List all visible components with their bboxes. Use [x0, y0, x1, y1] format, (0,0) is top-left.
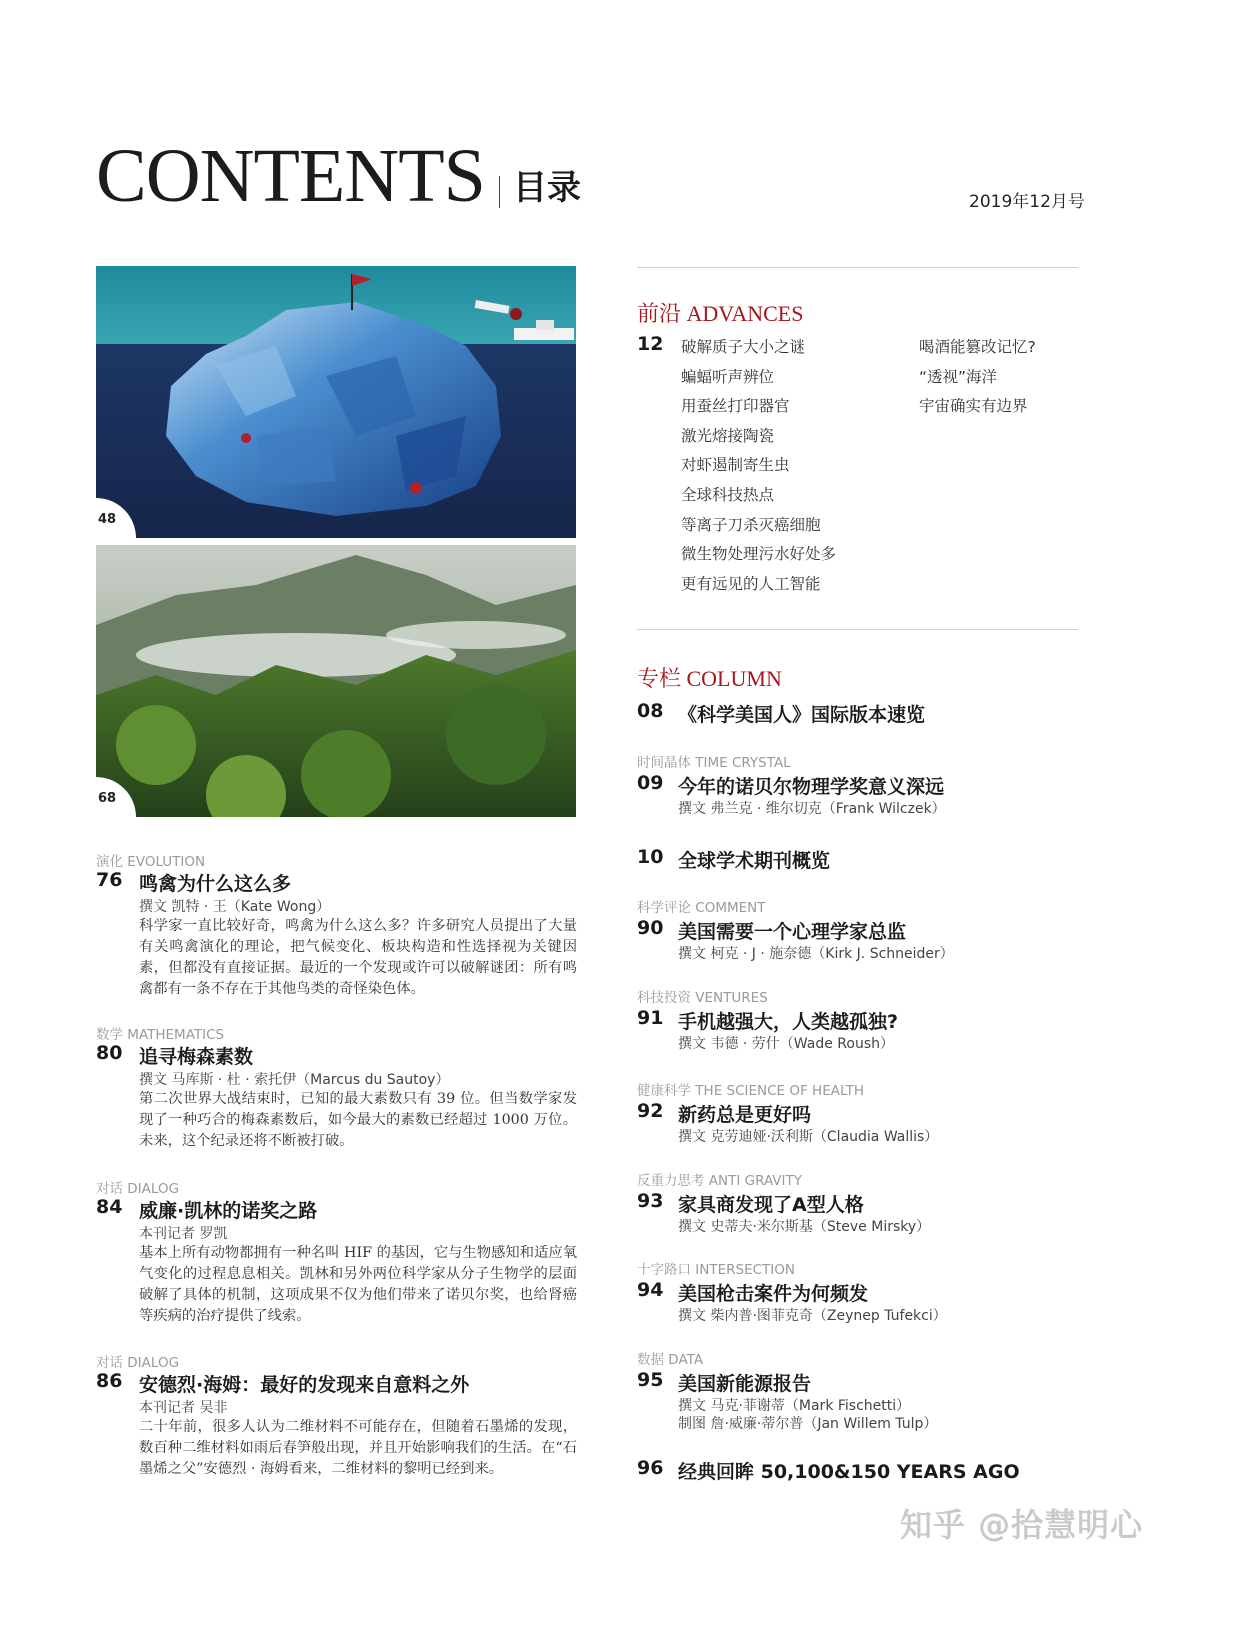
column-byline: 撰文 韦德 · 劳什（Wade Roush）: [678, 1036, 894, 1052]
column-byline: 制图 詹·威廉·蒂尔普（Jan Willem Tulp）: [678, 1416, 938, 1432]
column-category: 时间晶体 TIME CRYSTAL: [637, 755, 791, 771]
article-category: 对话 DIALOG: [96, 1181, 180, 1197]
column-title: 今年的诺贝尔物理学奖意义深远: [678, 776, 945, 798]
article-category: 对话 DIALOG: [96, 1355, 180, 1371]
column-title: 全球学术期刊概览: [678, 850, 831, 872]
column-title: 手机越强大，人类越孤独?: [678, 1011, 899, 1033]
column-page-number: 92: [637, 1100, 664, 1122]
iceberg-graphic: [96, 266, 576, 538]
advances-item: 宇宙确实有边界: [919, 397, 1028, 416]
article-summary: 第二次世界大战结束时，已知的最大素数只有 39 位。但当数学家发现了一种巧合的梅森素数后，如今最大的素数已经超过 1000 万位。未来，这个纪录还将不断被打破。: [139, 1091, 577, 1149]
column-category: 科学评论 COMMENT: [637, 900, 766, 916]
column-page-number: 95: [637, 1369, 664, 1391]
column-category: 健康科学 THE SCIENCE OF HEALTH: [637, 1083, 865, 1099]
column-heading: 专栏 COLUMN: [637, 666, 782, 691]
column-title: 经典回眸 50,100&150 YEARS AGO: [678, 1461, 1020, 1483]
column-page-number: 09: [637, 772, 664, 794]
article-category: 演化 EVOLUTION: [96, 854, 206, 870]
article-page-number: 86: [96, 1370, 123, 1392]
column-page-number: 96: [637, 1457, 664, 1479]
article-page-number: 76: [96, 869, 123, 891]
advances-item: 全球科技热点: [681, 486, 775, 504]
divider: [637, 629, 1078, 630]
article-title: 追寻梅森素数: [139, 1046, 254, 1068]
advances-item: 对虾遏制寄生虫: [681, 456, 790, 475]
column-category: 科技投资 VENTURES: [637, 990, 768, 1006]
contents-title: CONTENTS: [96, 134, 485, 218]
column-byline: 撰文 克劳迪娅·沃利斯（Claudia Wallis）: [678, 1129, 939, 1145]
column-page-number: 94: [637, 1279, 664, 1301]
article-byline: 本刊记者 罗凯: [139, 1226, 228, 1242]
article-byline: 撰文 凯特 · 王（Kate Wong）: [139, 899, 331, 915]
column-category: 十字路口 INTERSECTION: [637, 1262, 796, 1278]
column-title: 新药总是更好吗: [678, 1104, 812, 1126]
column-title: 美国枪击案件为何频发: [678, 1283, 869, 1305]
advances-item: 用蚕丝打印器官: [681, 397, 790, 416]
column-title: 《科学美国人》国际版本速览: [678, 704, 926, 726]
article-title: 鸣禽为什么这么多: [139, 873, 292, 895]
iceberg-illustration: [96, 266, 576, 538]
article-summary: 二十年前，很多人认为二维材料不可能存在，但随着石墨烯的发现，数百种二维材料如雨后春笋般出现，并且开始影响我们的生活。在“石墨烯之父”安德烈 · 海姆看来，二维材料的黎明已经到来。: [139, 1419, 577, 1477]
advances-item: 蝙蝠听声辨位: [681, 367, 775, 386]
article-byline: 撰文 马库斯 · 杜 · 索托伊（Marcus du Sautoy）: [139, 1072, 450, 1088]
forest-graphic: [96, 545, 576, 817]
column-page-number: 10: [637, 846, 664, 868]
column-category: 数据 DATA: [637, 1352, 704, 1368]
column-page-number: 08: [637, 700, 664, 722]
column-page-number: 90: [637, 917, 664, 939]
advances-item: 破解质子大小之谜: [681, 338, 806, 356]
advances-item: 等离子刀杀灭癌细胞: [681, 515, 821, 534]
contents-title-cn: 目录: [513, 168, 581, 208]
column-page-number: 93: [637, 1190, 664, 1212]
advances-item: 微生物处理污水好处多: [681, 545, 837, 564]
advances-heading: 前沿 ADVANCES: [637, 301, 804, 326]
column-page-number: 91: [637, 1007, 664, 1029]
column-title: 家具商发现了A型人格: [678, 1194, 864, 1216]
advances-item: “透视”海洋: [919, 367, 998, 386]
title-divider: [499, 176, 500, 208]
page-number: 48: [98, 512, 117, 527]
forest-photo: [96, 545, 576, 817]
column-byline: 撰文 弗兰克 · 维尔切克（Frank Wilczek）: [678, 801, 946, 817]
article-title: 安德烈·海姆：最好的发现来自意料之外: [139, 1374, 470, 1396]
column-byline: 撰文 马克·菲谢蒂（Mark Fischetti）: [678, 1398, 911, 1414]
page-number: 68: [98, 791, 117, 806]
article-summary: 基本上所有动物都拥有一种名叫 HIF 的基因，它与生物感知和适应氧气变化的过程息息相关。凯林和另外两位科学家从分子生物学的层面破解了具体的机制，这项成果不仅为他们带来了诺贝尔奖，也给肾癌等疾病的治疗提供了线索。: [139, 1245, 577, 1324]
advances-item: 喝酒能篡改记忆?: [919, 338, 1036, 356]
watermark: 知乎 @拾慧明心: [900, 1506, 1144, 1544]
column-title: 美国新能源报告: [678, 1373, 812, 1395]
article-title: 威廉·凯林的诺奖之路: [139, 1200, 318, 1222]
issue-date: 2019年12月号: [969, 192, 1085, 212]
column-byline: 撰文 柴内普·图菲克奇（Zeynep Tufekci）: [678, 1308, 947, 1324]
article-summary: 科学家一直比较好奇，鸣禽为什么这么多？许多研究人员提出了大量有关鸣禽演化的理论，把气候变化、板块构造和性选择视为关键因素，但都没有直接证据。最近的一个发现或许可以破解谜团：所有鸣禽都有一条不存在于其他鸟类的奇怪染色体。: [139, 918, 577, 997]
advances-item: 更有远见的人工智能: [681, 574, 821, 593]
article-page-number: 80: [96, 1042, 123, 1064]
advances-item: 激光熔接陶瓷: [681, 426, 775, 445]
column-byline: 撰文 史蒂夫·米尔斯基（Steve Mirsky）: [678, 1219, 931, 1235]
article-byline: 本刊记者 吴非: [139, 1400, 228, 1416]
article-category: 数学 MATHEMATICS: [96, 1027, 225, 1043]
column-byline: 撰文 柯克 · J · 施奈德（Kirk J. Schneider）: [678, 946, 954, 962]
article-page-number: 84: [96, 1196, 123, 1218]
column-title: 美国需要一个心理学家总监: [678, 921, 907, 943]
column-category: 反重力思考 ANTI GRAVITY: [637, 1173, 803, 1189]
divider: [637, 267, 1078, 268]
advances-page-number: 12: [637, 333, 664, 355]
